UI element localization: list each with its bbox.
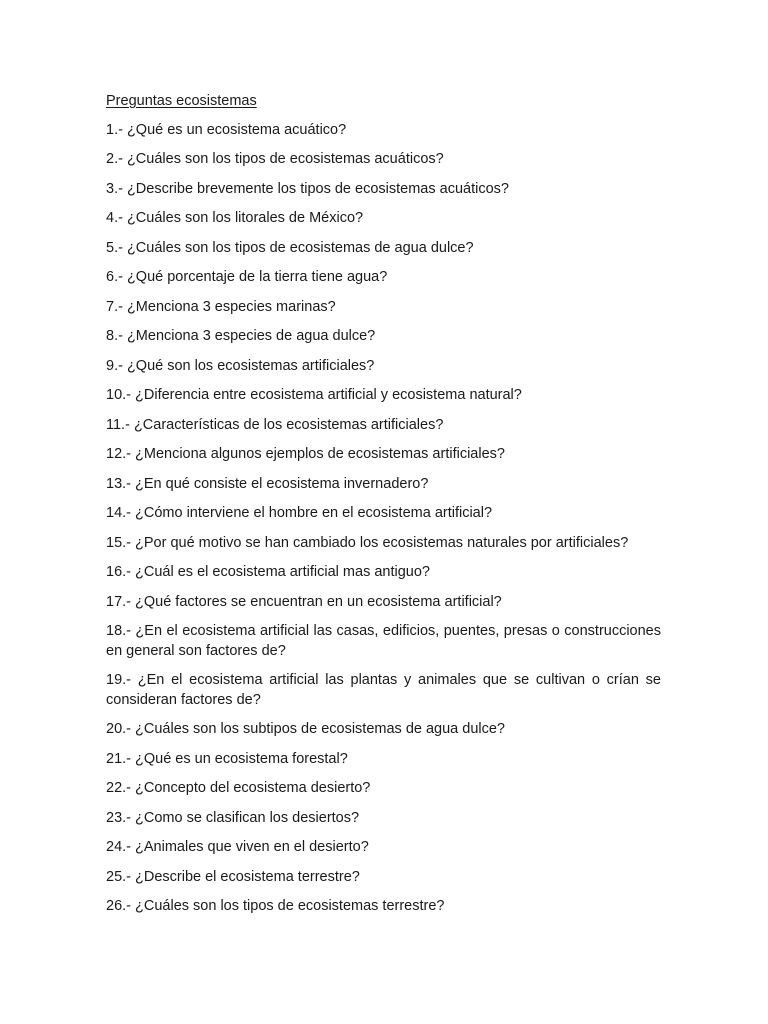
question-7: 7.- ¿Menciona 3 especies marinas? [106, 298, 336, 315]
question-11: 11.- ¿Características de los ecosistemas artificiales? [106, 416, 444, 433]
question-21: 21.- ¿Qué es un ecosistema forestal? [106, 750, 348, 767]
question-5: 5.- ¿Cuáles son los tipos de ecosistemas de agua dulce? [106, 239, 474, 256]
question-17: 17.- ¿Qué factores se encuentran en un ecosistema artificial? [106, 593, 502, 610]
question-9: 9.- ¿Qué son los ecosistemas artificiales? [106, 357, 375, 374]
question-22: 22.- ¿Concepto del ecosistema desierto? [106, 780, 371, 796]
question-15: 15.- ¿Por qué motivo se han cambiado los ecosistemas naturales por artificiales? [106, 534, 629, 551]
question-18: 18.- ¿En el ecosistema artificial las casas, edificios, puentes, presas o construcciones en general son factores de? [106, 623, 661, 659]
question-13: 13.- ¿En qué consiste el ecosistema invernadero? [106, 475, 429, 492]
question-4: 4.- ¿Cuáles son los litorales de México? [106, 210, 364, 226]
document-page [106, 91, 661, 927]
question-20: 20.- ¿Cuáles son los subtipos de ecosistemas de agua dulce? [106, 721, 505, 737]
question-8: 8.- ¿Menciona 3 especies de agua dulce? [106, 328, 376, 344]
question-16: 16.- ¿Cuál es el ecosistema artificial mas antiguo? [106, 564, 430, 580]
question-6: 6.- ¿Qué porcentaje de la tierra tiene agua? [106, 269, 388, 285]
question-3: 3.- ¿Describe brevemente los tipos de ecosistemas acuáticos? [106, 180, 509, 197]
question-10: 10.- ¿Diferencia entre ecosistema artificial y ecosistema natural? [106, 387, 522, 403]
document-title: Preguntas ecosistemas [106, 93, 257, 109]
question-25: 25.- ¿Describe el ecosistema terrestre? [106, 868, 360, 885]
question-26: 26.- ¿Cuáles son los tipos de ecosistemas terrestre? [106, 898, 445, 914]
question-24: 24.- ¿Animales que viven en el desierto? [106, 839, 369, 855]
question-1: 1.- ¿Qué es un ecosistema acuático? [106, 121, 347, 138]
question-2: 2.- ¿Cuáles son los tipos de ecosistemas acuáticos? [106, 151, 444, 167]
question-19: 19.- ¿En el ecosistema artificial las plantas y animales que se cultivan o crían se consideran factores de? [106, 672, 661, 708]
question-12: 12.- ¿Menciona algunos ejemplos de ecosistemas artificiales? [106, 446, 505, 462]
question-14: 14.- ¿Cómo interviene el hombre en el ecosistema artificial? [106, 505, 493, 521]
question-list [106, 121, 661, 917]
question-23: 23.- ¿Como se clasifican los desiertos? [106, 809, 360, 826]
